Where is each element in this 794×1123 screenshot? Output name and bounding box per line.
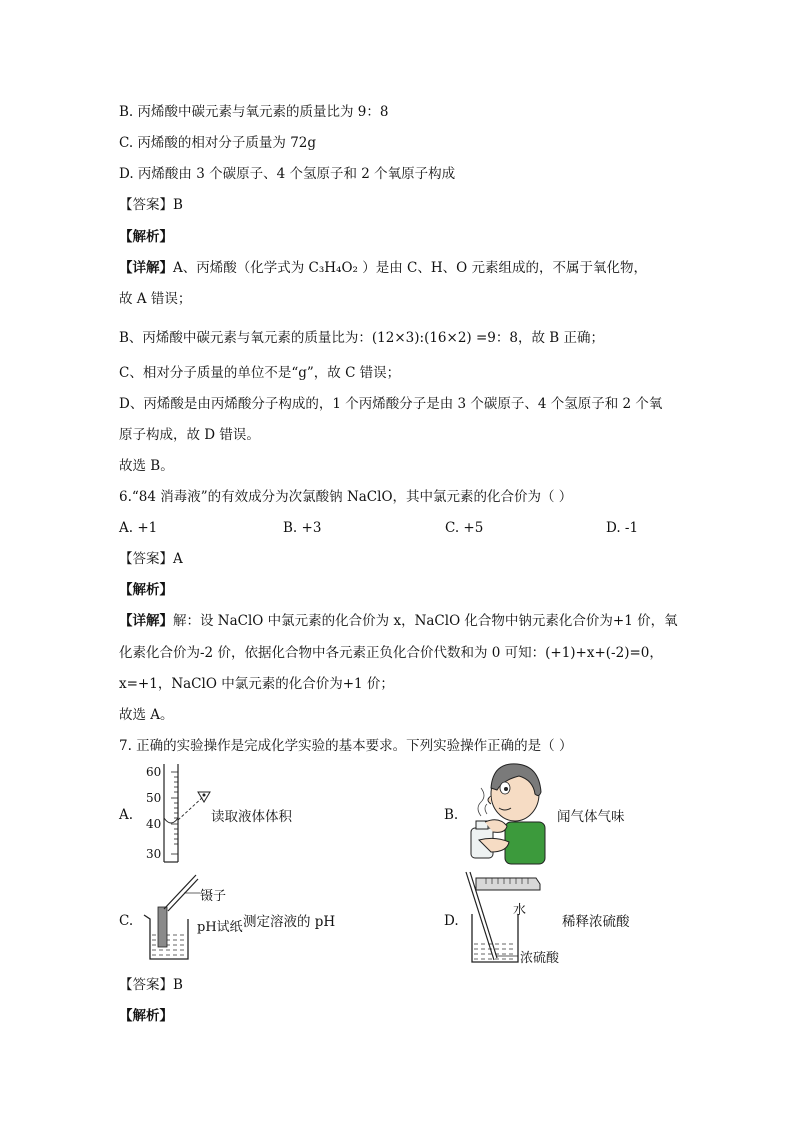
q6-detail-line-3: x=+1，NaClO 中氯元素的化合价为+1 价； xyxy=(119,676,394,692)
q6-detail-text-1: 解：设 NaClO 中氯元素的化合价为 x，NaClO 化合物中钠元素化合价为+1 价，氧 xyxy=(173,613,678,629)
ph-test-figure xyxy=(138,873,202,963)
q5-analysis-heading: 【解析】 xyxy=(119,229,173,245)
q5-detail-line-2: 故 A 错误； xyxy=(119,291,192,307)
q6-choice: 故选 A。 xyxy=(119,707,174,723)
ph-paper-label: pH试纸 xyxy=(197,920,243,935)
q5-detail-line-3: B、丙烯酸中碳元素与氧元素的质量比为：(12×3):(16×2) =9：8，故 B 正确； xyxy=(119,330,604,346)
q7-question: 7. 正确的实验操作是完成化学实验的基本要求。下列实验操作正确的是（ ） xyxy=(119,738,573,754)
q5-answer: 【答案】B xyxy=(119,197,183,213)
cylinder-tick-50: 50 xyxy=(146,791,162,805)
graduated-cylinder-figure xyxy=(142,762,220,864)
q7-option-b-letter: B. xyxy=(444,807,459,823)
q7-answer: 【答案】B xyxy=(119,977,183,993)
q6-detail-line-2: 化素化合价为-2 价，依据化合物中各元素正负化合价代数和为 0 可知：(+1)+x+(-2)=0， xyxy=(119,645,663,661)
q7-analysis-heading: 【解析】 xyxy=(119,1008,173,1024)
q6-answer: 【答案】A xyxy=(119,551,183,567)
q6-question: 6.“84 消毒液”的有效成分为次氯酸钠 NaClO，其中氯元素的化合价为（ ） xyxy=(119,489,573,505)
beaker-with-ph-paper-icon xyxy=(138,873,202,963)
q5-detail-text-1: A、丙烯酸（化学式为 C₃H₄O₂ ）是由 C、H、O 元素组成的，不属于氧化物， xyxy=(173,260,647,276)
cylinder-tick-40: 40 xyxy=(146,817,162,831)
q6-analysis-heading: 【解析】 xyxy=(119,582,173,598)
tweezers-label: 镊子 xyxy=(200,889,227,904)
q7-option-d-letter: D. xyxy=(444,913,459,929)
q7-option-a-caption: 读取液体体积 xyxy=(211,809,292,825)
cylinder-tick-30: 30 xyxy=(146,847,162,861)
water-label: 水 xyxy=(513,903,527,918)
q5-option-c: C. 丙烯酸的相对分子质量为 72g xyxy=(119,135,317,151)
q5-detail-line-4: C、相对分子质量的单位不是“g”，故 C 错误； xyxy=(119,365,401,381)
q6-detail-tag: 【详解】 xyxy=(119,613,173,629)
q7-option-c-letter: C. xyxy=(119,913,134,929)
q6-option-c: C. +5 xyxy=(445,520,484,536)
q6-option-d: D. -1 xyxy=(606,520,639,536)
smelling-gas-figure xyxy=(455,760,547,866)
q5-detail-line-1 xyxy=(119,259,647,277)
cylinder-tick-60: 60 xyxy=(146,765,162,779)
q7-option-c-caption: 测定溶液的 pH xyxy=(243,914,336,930)
person-smelling-icon xyxy=(455,760,547,866)
q6-option-b: B. +3 xyxy=(283,520,322,536)
q5-detail-tag: 【详解】 xyxy=(119,260,173,276)
q6-detail-line-1 xyxy=(119,612,678,630)
q5-option-d: D. 丙烯酸由 3 个碳原子、4 个氢原子和 2 个氧原子构成 xyxy=(119,166,456,182)
q5-detail-line-5: D、丙烯酸是由丙烯酸分子构成的，1 个丙烯酸分子是由 3 个碳原子、4 个氢原子和 2 个氧 xyxy=(119,396,663,412)
q5-choice: 故选 B。 xyxy=(119,458,174,474)
q7-option-b-caption: 闻气体气味 xyxy=(557,809,625,825)
q7-option-a-letter: A. xyxy=(119,807,134,823)
concentrated-acid-label: 浓硫酸 xyxy=(520,951,560,966)
q5-option-b: B. 丙烯酸中碳元素与氧元素的质量比为 9：8 xyxy=(119,104,389,120)
q7-option-d-caption: 稀释浓硫酸 xyxy=(562,914,630,930)
q6-option-a: A. +1 xyxy=(119,520,158,536)
q5-detail-line-6: 原子构成，故 D 错误。 xyxy=(119,427,260,443)
